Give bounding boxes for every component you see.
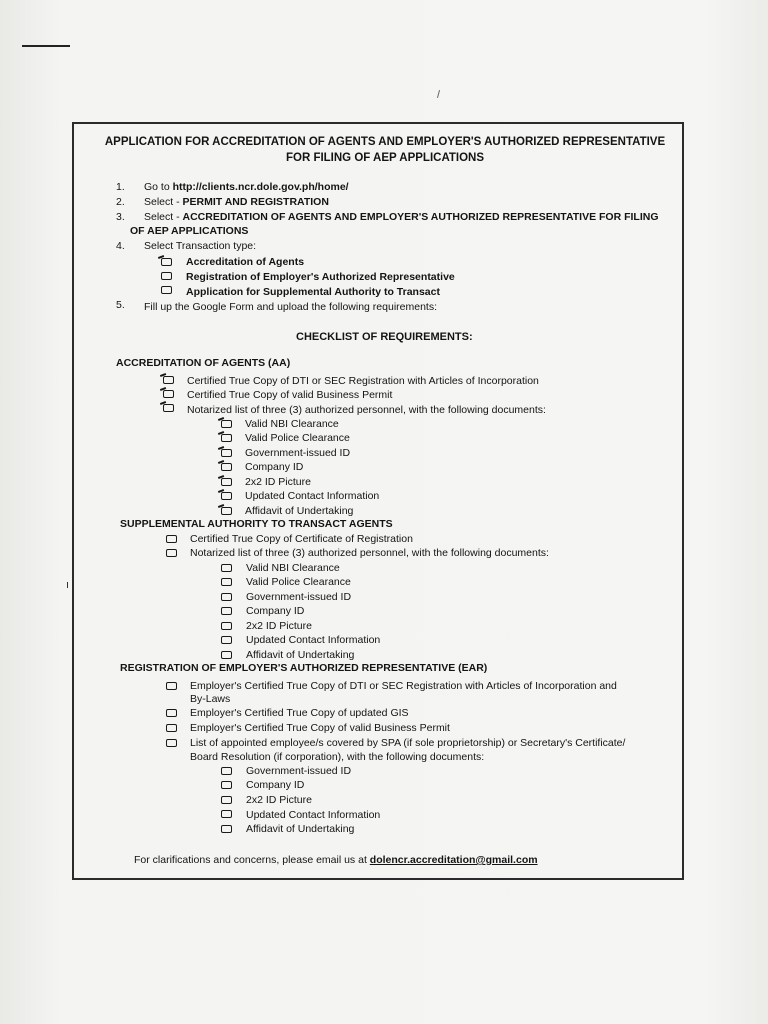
ear-item-4-line-2: Board Resolution (if corporation), with the following documents: [190,751,485,763]
checkbox-aa-doc-1[interactable] [221,420,232,428]
aa-heading: ACCREDITATION OF AGENTS (AA) [116,357,291,369]
footer-text: For clarifications and concerns, please email us at [134,854,370,866]
checkbox-sup-doc-5[interactable] [221,622,232,630]
sup-item-2: Notarized list of three (3) authorized personnel, with the following documents: [190,547,549,559]
ear-doc-4: Updated Contact Information [246,809,381,821]
footer-email-link[interactable]: dolencr.accreditation@gmail.com [369,854,538,866]
sup-doc-3: Government-issued ID [246,591,352,603]
transaction-ear-label: Registration of Employer's Authorized Representative [186,271,455,283]
checkbox-aa-item-3[interactable] [163,404,174,412]
ear-doc-3: 2x2 ID Picture [246,794,312,806]
checkbox-sup-doc-6[interactable] [221,636,232,644]
step-1-number: 1. [116,181,125,193]
ear-item-1-line-1: Employer's Certified True Copy of DTI or SEC Registration with Articles of Incorporation and [190,680,617,692]
stray-pen-line [22,45,70,47]
aa-doc-3: Government-issued ID [245,447,351,459]
step-3-number: 3. [116,211,125,223]
checkbox-aa-item-2[interactable] [163,390,174,398]
checkbox-aa-item-1[interactable] [163,376,174,384]
checkbox-ear-doc-1[interactable] [221,767,232,775]
ear-item-4-line-1: List of appointed employee/s covered by SPA (if sole proprietorship) or Secretary's Certificate/ [190,737,626,749]
checkbox-sup-doc-4[interactable] [221,607,232,615]
sup-doc-6: Updated Contact Information [246,634,381,646]
checkbox-transaction-sup[interactable] [161,286,172,294]
step-2-number: 2. [116,196,125,208]
sup-doc-5: 2x2 ID Picture [246,620,312,632]
step-2-text: Select - [144,196,183,208]
checkbox-sup-doc-2[interactable] [221,578,232,586]
aa-item-2: Certified True Copy of valid Business Permit [187,389,393,401]
ear-item-2: Employer's Certified True Copy of updated GIS [190,707,409,719]
aa-item-3: Notarized list of three (3) authorized personnel, with the following documents: [187,404,546,416]
checkbox-aa-doc-2[interactable] [221,434,232,442]
checkbox-ear-item-1[interactable] [166,682,177,690]
title-line-2: FOR FILING OF AEP APPLICATIONS [285,152,485,164]
transaction-sup-label: Application for Supplemental Authority to Transact [186,286,440,298]
step-3-bold: ACCREDITATION OF AGENTS AND EMPLOYER'S AUTHORIZED REPRESENTATIVE FOR FILING [182,211,659,223]
checkbox-aa-doc-5[interactable] [221,478,232,486]
checkbox-sup-doc-7[interactable] [221,651,232,659]
sup-doc-1: Valid NBI Clearance [246,562,340,574]
checkbox-sup-doc-1[interactable] [221,564,232,572]
side-tick-mark [67,582,68,588]
checkbox-aa-doc-3[interactable] [221,449,232,457]
ear-doc-1: Government-issued ID [246,765,352,777]
step-5-text: Fill up the Google Form and upload the following requirements: [144,301,437,313]
checkbox-sup-item-2[interactable] [166,549,177,557]
transaction-aa-label: Accreditation of Agents [186,256,305,268]
sup-heading: SUPPLEMENTAL AUTHORITY TO TRANSACT AGENTS [120,518,393,530]
ear-item-3: Employer's Certified True Copy of valid Business Permit [190,722,450,734]
ear-item-1-line-2: By-Laws [190,693,231,705]
aa-doc-4: Company ID [245,461,304,473]
checkbox-ear-item-4[interactable] [166,739,177,747]
checkbox-ear-item-2[interactable] [166,709,177,717]
step-1-text: Go to [144,181,173,193]
step-1 [144,180,349,194]
aa-doc-1: Valid NBI Clearance [245,418,339,430]
ear-doc-5: Affidavit of Undertaking [246,823,355,835]
checkbox-ear-doc-4[interactable] [221,810,232,818]
checkbox-ear-item-3[interactable] [166,724,177,732]
checkbox-aa-doc-4[interactable] [221,463,232,471]
step-4-number: 4. [116,240,125,252]
checkbox-aa-doc-7[interactable] [221,507,232,515]
title-line-1: APPLICATION FOR ACCREDITATION OF AGENTS AND EMPLOYER'S AUTHORIZED REPRESENTATIVE [104,136,666,148]
aa-doc-7: Affidavit of Undertaking [245,505,354,517]
aa-doc-5: 2x2 ID Picture [245,476,311,488]
step-1-url[interactable]: http://clients.ncr.dole.gov.ph/home/ [172,181,349,193]
checklist-title: CHECKLIST OF REQUIREMENTS: [296,331,473,343]
checkbox-transaction-ear[interactable] [161,272,172,280]
footer-note [134,853,538,867]
sup-doc-2: Valid Police Clearance [246,576,351,588]
ear-heading: REGISTRATION OF EMPLOYER'S AUTHORIZED REPRESENTATIVE (EAR) [120,662,488,674]
checkbox-sup-doc-3[interactable] [221,593,232,601]
aa-doc-2: Valid Police Clearance [245,432,350,444]
step-2-bold: PERMIT AND REGISTRATION [182,196,329,208]
step-5-number: 5. [116,299,125,311]
checkbox-ear-doc-2[interactable] [221,781,232,789]
step-3 [144,210,659,224]
checkbox-ear-doc-3[interactable] [221,796,232,804]
sup-doc-4: Company ID [246,605,305,617]
checkbox-transaction-aa[interactable] [161,258,172,266]
step-3-continuation: OF AEP APPLICATIONS [130,225,249,237]
checkbox-ear-doc-5[interactable] [221,825,232,833]
step-4-text: Select Transaction type: [144,240,257,252]
sup-doc-7: Affidavit of Undertaking [246,649,355,661]
checkbox-aa-doc-6[interactable] [221,492,232,500]
aa-item-1: Certified True Copy of DTI or SEC Registration with Articles of Incorporation [187,375,539,387]
step-3-text: Select - [144,211,183,223]
step-2 [144,195,329,209]
ear-doc-2: Company ID [246,779,305,791]
aa-doc-6: Updated Contact Information [245,490,380,502]
checkbox-sup-item-1[interactable] [166,535,177,543]
document-title [100,134,670,166]
sup-item-1: Certified True Copy of Certificate of Registration [190,533,413,545]
